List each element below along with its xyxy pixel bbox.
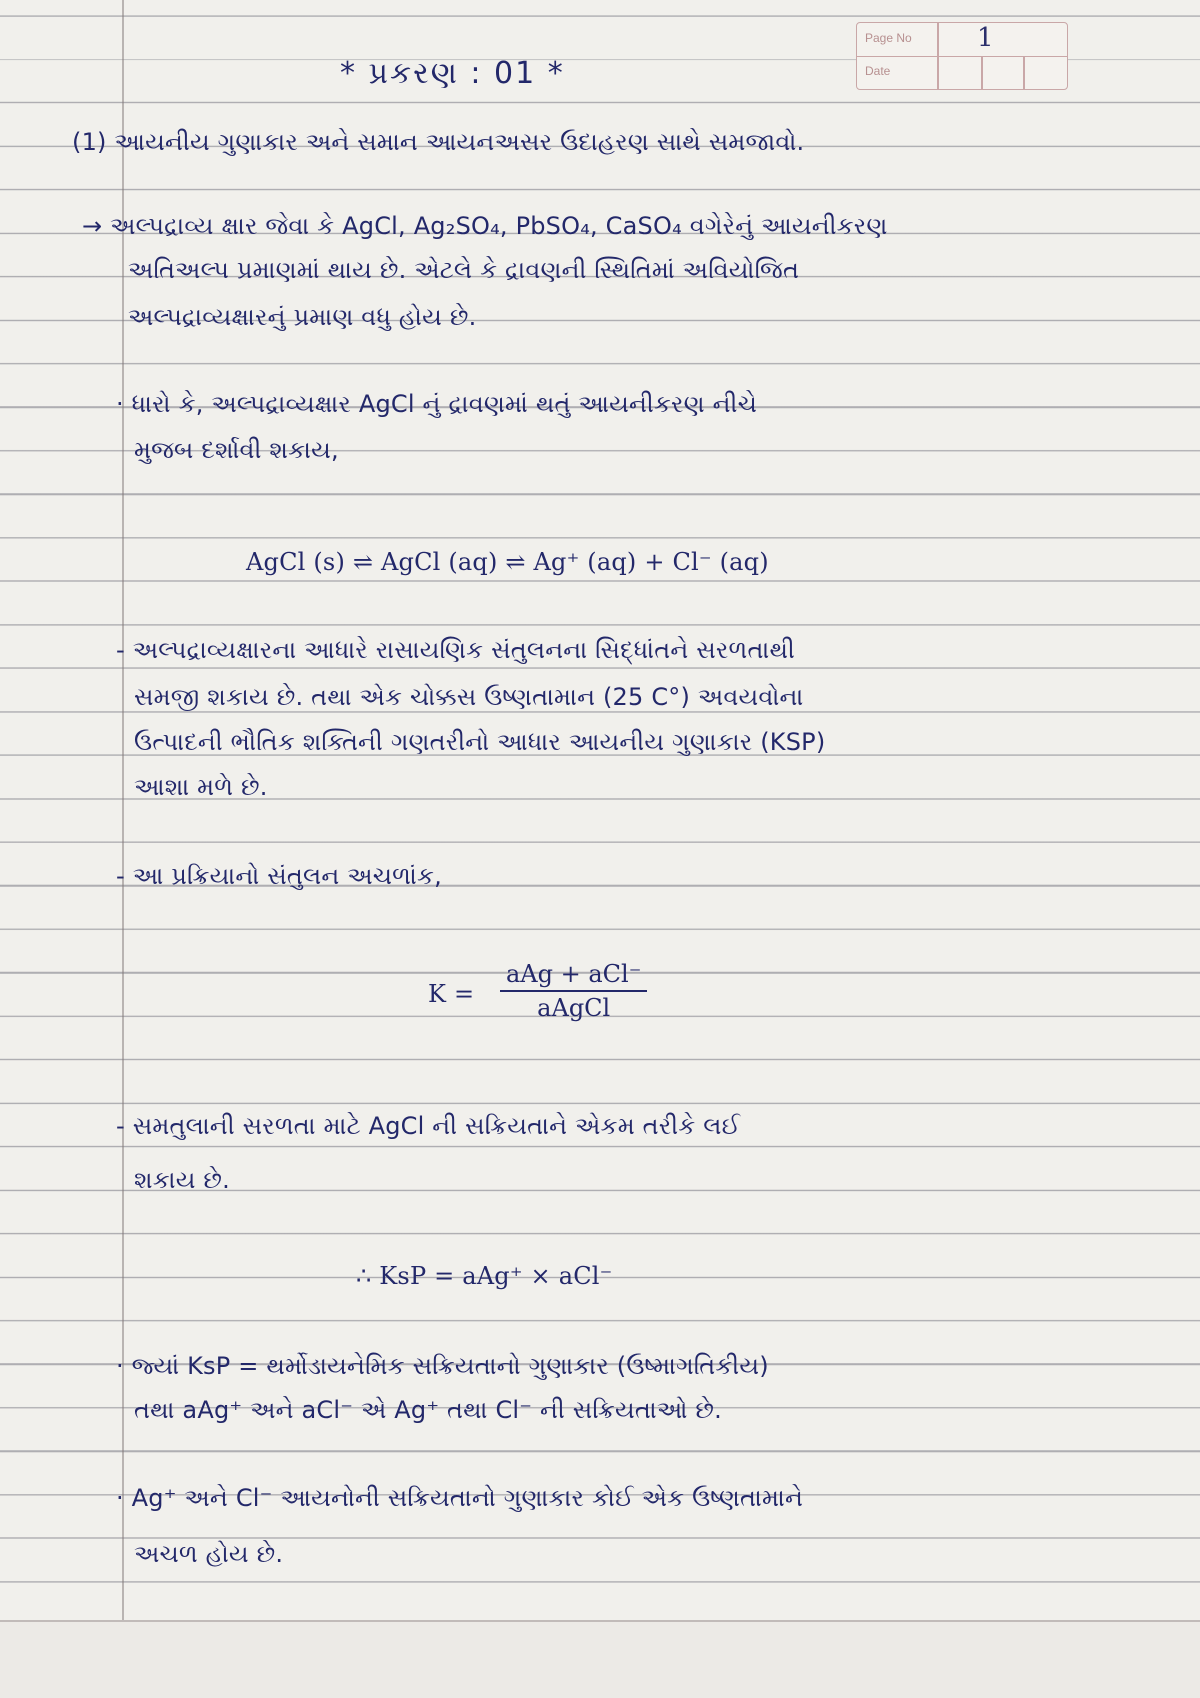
text-line: શકાય છે. bbox=[134, 1166, 230, 1194]
text-line: - અલ્પદ્રાવ્યક્ષારના આધારે રાસાયણિક સંતુલનના સિદ્ધાંતને સરળતાથી bbox=[116, 636, 795, 664]
text-line: · ધારો કે, અલ્પદ્રાવ્યક્ષાર AgCl નું દ્રાવણમાં થતું આયનીકરણ નીચે bbox=[116, 390, 757, 418]
equation-k-numerator: aAg + aCl⁻ bbox=[500, 960, 647, 992]
text-line: · Ag⁺ અને Cl⁻ આયનોની સક્રિયતાનો ગુણાકાર કોઈ એક ઉષ્ણતામાને bbox=[116, 1484, 804, 1512]
date-label: Date bbox=[865, 64, 891, 78]
question-line: (1) આયનીય ગુણાકાર અને સમાન આયનઅસર ઉદાહરણ સાથે સમજાવો. bbox=[72, 128, 805, 156]
ksp-equation: ∴ KsP = aAg⁺ × aCl⁻ bbox=[356, 1262, 613, 1290]
text-line: અચળ હોય છે. bbox=[134, 1540, 284, 1568]
header-divider bbox=[981, 56, 983, 89]
text-line: · જ્યાં KsP = થર્મોડાયનેમિક સક્રિયતાનો ગુણાકાર (ઉષ્માગતિકીય) bbox=[116, 1352, 769, 1380]
equilibrium-equation: AgCl (s) ⇌ AgCl (aq) ⇌ Ag⁺ (aq) + Cl⁻ (aq) bbox=[246, 548, 769, 576]
text-line: આશા મળે છે. bbox=[134, 773, 268, 801]
equation-k-fraction bbox=[500, 960, 647, 1022]
text-line: ઉત્પાદની ભૌતિક શક્તિની ગણતરીનો આધાર આયનીય ગુણાકાર (KSP) bbox=[134, 728, 826, 756]
text-line: - આ પ્રક્રિયાનો સંતુલન અચળાંક, bbox=[116, 862, 442, 890]
text-line: સમજી શકાય છે. તથા એક ચોક્કસ ઉષ્ણતામાન (25 C°) અવયવોના bbox=[134, 683, 804, 711]
page-no-label: Page No bbox=[865, 31, 912, 45]
header-divider bbox=[937, 23, 939, 56]
page-no-row bbox=[857, 23, 1067, 57]
page-header-box bbox=[856, 22, 1068, 90]
page-bottom-edge bbox=[0, 1620, 1200, 1698]
header-divider bbox=[937, 56, 939, 89]
text-line: - સમતુલાની સરળતા માટે AgCl ની સક્રિયતાને એકમ તરીકે લઈ bbox=[116, 1112, 741, 1140]
text-line: અતિઅલ્પ પ્રમાણમાં થાય છે. એટલે કે દ્રાવણની સ્થિતિમાં અવિયોજિત bbox=[128, 256, 800, 284]
date-row bbox=[857, 56, 1067, 89]
page-title: * પ્રકરણ : 01 * bbox=[340, 56, 565, 91]
text-line: અલ્પદ્રાવ્યક્ષારનું પ્રમાણ વધુ હોય છે. bbox=[128, 303, 477, 331]
text-line: મુજબ દર્શાવી શકાય, bbox=[134, 436, 339, 464]
text-line: તથા aAg⁺ અને aCl⁻ એ Ag⁺ તથા Cl⁻ ની સક્રિયતાઓ છે. bbox=[134, 1396, 722, 1424]
equation-k-lhs: K = bbox=[428, 980, 475, 1008]
header-divider bbox=[1023, 56, 1025, 89]
equation-k-denominator: aAgCl bbox=[537, 994, 611, 1022]
page-number: 1 bbox=[977, 23, 994, 53]
margin-line bbox=[122, 0, 124, 1696]
text-line: → અલ્પદ્રાવ્ય ક્ષાર જેવા કે AgCl, Ag₂SO₄, PbSO₄, CaSO₄ વગેરેનું આયનીકરણ bbox=[82, 212, 888, 240]
